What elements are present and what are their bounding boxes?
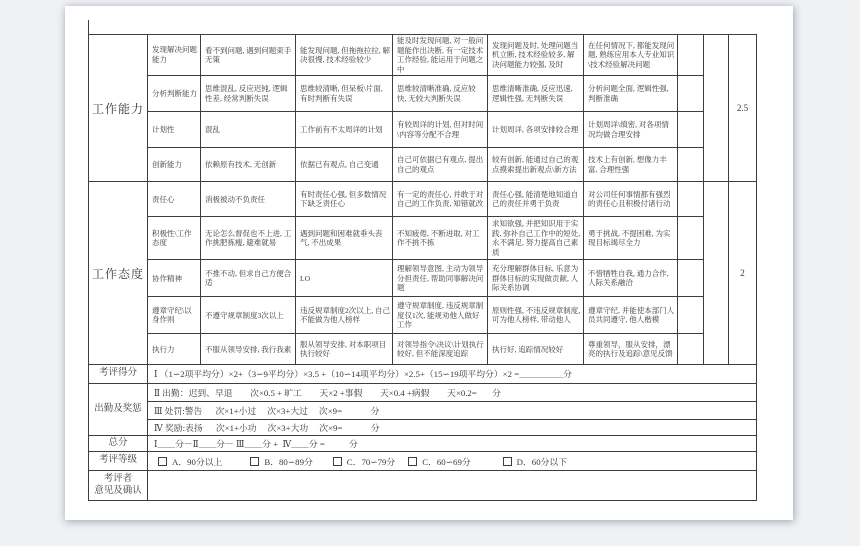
punishment-line: Ⅲ 处罚:警告 次×1+小过 次×3+大过 次×9= 分 — [148, 402, 757, 420]
level-2-description: 违反规章制度2次以上, 自己不能做为他人榜样 — [296, 297, 393, 334]
grade-option-label: B．80∽89分 — [264, 456, 313, 467]
checkbox-icon[interactable] — [158, 457, 167, 466]
section-label-work-attitude: 工作态度 — [89, 182, 148, 365]
assessor-comment-label-line1: 考评者 — [103, 474, 133, 484]
level-3-description: 对领导指令\决议\计划执行较好, 但不能深度追踪 — [393, 334, 488, 365]
level-1-description: 不遵守规章制度3次以上 — [201, 297, 296, 334]
level-2-description: 依据已有观点, 自己变通 — [296, 148, 393, 182]
total-score-formula: Ⅰ＿＿分－Ⅱ＿＿分－ Ⅲ＿＿分 + Ⅳ＿＿分 = 分 — [148, 436, 757, 452]
level-2-description: 服从领导安排, 对本职项目执行较好 — [296, 334, 393, 365]
section-subtotal-cell[interactable] — [704, 35, 729, 182]
grade-option-label: A．90分以上 — [172, 456, 223, 467]
criterion-name: 遵章守纪\以身作则 — [148, 297, 201, 334]
assessor-comment-area[interactable] — [148, 471, 757, 501]
section-weight-value: 2 — [729, 182, 757, 365]
level-4-description: 责任心强, 能清楚地知道自己的责任并勇于负责 — [488, 182, 584, 217]
section-weight-value: 2.5 — [729, 35, 757, 182]
level-5-description: 尊重领导，服从安排，漂亮的执行及追踪\意见反馈 — [584, 334, 678, 365]
level-4-description: 充分理解群体目标, 乐意为群体目标的实现做贡献, 人际关系协调 — [488, 260, 584, 297]
checkbox-icon[interactable] — [333, 457, 342, 466]
criterion-name: 执行力 — [148, 334, 201, 365]
grade-option-c2[interactable] — [408, 455, 470, 468]
level-1-description: 混乱 — [201, 112, 296, 148]
grade-option-a[interactable] — [158, 455, 222, 468]
total-score-label: 总分 — [89, 436, 148, 452]
table-cut-edge-line — [88, 20, 89, 34]
reward-line: Ⅳ 奖励:表扬 次×1+小功 次×3+大功 次×9= 分 — [148, 420, 757, 436]
grade-option-d[interactable] — [503, 455, 567, 468]
criterion-name: 发现解决问题能力 — [148, 35, 201, 76]
level-5-description: 不惜牺牲自我, 通力合作, 人际关系融洽 — [584, 260, 678, 297]
level-3-description: 自己可依据已有观点, 提出自己的观点 — [393, 148, 488, 182]
criterion-name: 创新能力 — [148, 148, 201, 182]
grade-row-label: 考评等级 — [89, 452, 148, 471]
level-4-description: 较有创新, 能通过自己的观点摸索提出新观点\新方法 — [488, 148, 584, 182]
level-1-description: 无论怎么督促也不上进, 工作挑肥拣瘦, 避难就易 — [201, 217, 296, 260]
score-row-label: 考评得分 — [89, 365, 148, 384]
criterion-name: 积极性\工作态度 — [148, 217, 201, 260]
level-5-description: 勇于挑战, 不提困难, 为实现目标竭尽全力 — [584, 217, 678, 260]
criterion-name: 协作精神 — [148, 260, 201, 297]
level-2-description: 能发现问题, 但拖拖拉拉, 解决很慢, 技术经验较少 — [296, 35, 393, 76]
level-5-description: 在任何情况下, 都能发现问题, 熟练应用本人专业知识\技术经验解决问题 — [584, 35, 678, 76]
grade-option-label: C．60∽69分 — [422, 456, 471, 467]
assessor-comment-label — [89, 471, 148, 501]
level-3-description: 理解领导意图, 主动为领导分担责任, 帮助同事解决问题 — [393, 260, 488, 297]
level-3-description: 遵守规章制度, 违反规章制度仅1次, 能规劝他人做好工作 — [393, 297, 488, 334]
section-subtotal-cell[interactable] — [704, 182, 729, 365]
level-5-description: 分析问题全面, 逻辑性强, 判断准确 — [584, 76, 678, 112]
level-5-description: 计划周详\缜密, 对各项情况均做合理安排 — [584, 112, 678, 148]
grade-option-label: D．60分以下 — [516, 456, 567, 467]
criterion-name: 分析判断能力 — [148, 76, 201, 112]
evaluation-table — [88, 34, 757, 501]
row-score-cell[interactable] — [678, 182, 704, 217]
row-score-cell[interactable] — [678, 148, 704, 182]
level-2-description: 遇到问题和困难就垂头丧气, 不出成果 — [296, 217, 393, 260]
level-2-description: 思维较清晰, 但呆板\片面, 有时判断有失误 — [296, 76, 393, 112]
attendance-rewards-label: 出勤及奖惩 — [89, 384, 148, 436]
grade-option-b[interactable] — [250, 455, 312, 468]
level-2-description: 工作前有不太周详的计划 — [296, 112, 393, 148]
row-score-cell[interactable] — [678, 260, 704, 297]
level-5-description: 对公司任何事情都有强烈的责任心且积极付诸行动 — [584, 182, 678, 217]
row-score-cell[interactable] — [678, 217, 704, 260]
level-1-description: 不推不动, 但求自己方便合适 — [201, 260, 296, 297]
attendance-line: Ⅱ 出勤：迟到、早退 次×0.5 + 旷工 天×2 +事假 天×0.4 +病假 天×0.2= 分 — [148, 384, 757, 402]
row-score-cell[interactable] — [678, 334, 704, 365]
level-4-description: 发现问题及时, 处理问题当机立断, 技术经验较多, 解决问题能力较强, 及时 — [488, 35, 584, 76]
level-5-description: 技术上有创新, 想像力丰富, 合理性强 — [584, 148, 678, 182]
criterion-name: 计划性 — [148, 112, 201, 148]
level-3-description: 能及时发现问题, 对一般问题能作出决断, 有一定技术工作经验, 能运用于问题之中 — [393, 35, 488, 76]
row-score-cell[interactable] — [678, 76, 704, 112]
section-label-work-ability: 工作能力 — [89, 35, 148, 182]
level-2-description: LO — [296, 260, 393, 297]
level-1-description: 消极被动不负责任 — [201, 182, 296, 217]
level-3-description: 有一定的责任心, 并敢于对自己的工作负责, 知错就改 — [393, 182, 488, 217]
grade-option-label: C．70∽79分 — [346, 456, 396, 467]
row-score-cell[interactable] — [678, 35, 704, 76]
checkbox-icon[interactable] — [250, 457, 259, 466]
level-1-description: 看不到问题, 遇到问题束手无策 — [201, 35, 296, 76]
level-4-description: 求知欲强, 并把知识用于实践, 弥补自己工作中的短处, 永不满足, 努力提高自己素质 — [488, 217, 584, 260]
assessor-comment-label-line2: 意见及确认 — [94, 485, 142, 496]
level-4-description: 计划周详, 各项安排较合理 — [488, 112, 584, 148]
document-page — [65, 6, 793, 520]
level-1-description: 不服从领导安排, 我行我素 — [201, 334, 296, 365]
level-4-description: 原则性强, 不违反规章制度, 可为他人榜样, 带动他人 — [488, 297, 584, 334]
level-4-description: 执行好, 追踪情况较好 — [488, 334, 584, 365]
level-2-description: 有时责任心强, 但多数情况下缺乏责任心 — [296, 182, 393, 217]
checkbox-icon[interactable] — [408, 457, 417, 466]
grade-options-row — [148, 452, 757, 471]
level-3-description: 不知疲倦, 不断进取, 对工作不挑不拣 — [393, 217, 488, 260]
level-4-description: 思维清晰准确, 反应迅速, 逻辑性强, 无判断失误 — [488, 76, 584, 112]
level-1-description: 思维混乱, 反应迟钝, 逻辑性差, 经常判断失误 — [201, 76, 296, 112]
row-score-cell[interactable] — [678, 112, 704, 148]
criterion-name: 责任心 — [148, 182, 201, 217]
score-formula: Ⅰ （1∽2项平均分）×2+（3∽9平均分）×3.5 +（10∽14项平均分）×2.5+（15∽19项平均分）×2 =＿＿＿＿＿分 — [148, 365, 757, 384]
level-1-description: 依赖原有技术, 无创新 — [201, 148, 296, 182]
row-score-cell[interactable] — [678, 297, 704, 334]
level-5-description: 遵章守纪, 并能使本部门人员共同遵守, 他人楷模 — [584, 297, 678, 334]
level-3-description: 思维较清晰准确, 反应较快, 无较大判断失误 — [393, 76, 488, 112]
checkbox-icon[interactable] — [503, 457, 512, 466]
level-3-description: 有较周详的计划, 但对时间\内容等分配不合理 — [393, 112, 488, 148]
grade-option-c1[interactable] — [333, 455, 395, 468]
